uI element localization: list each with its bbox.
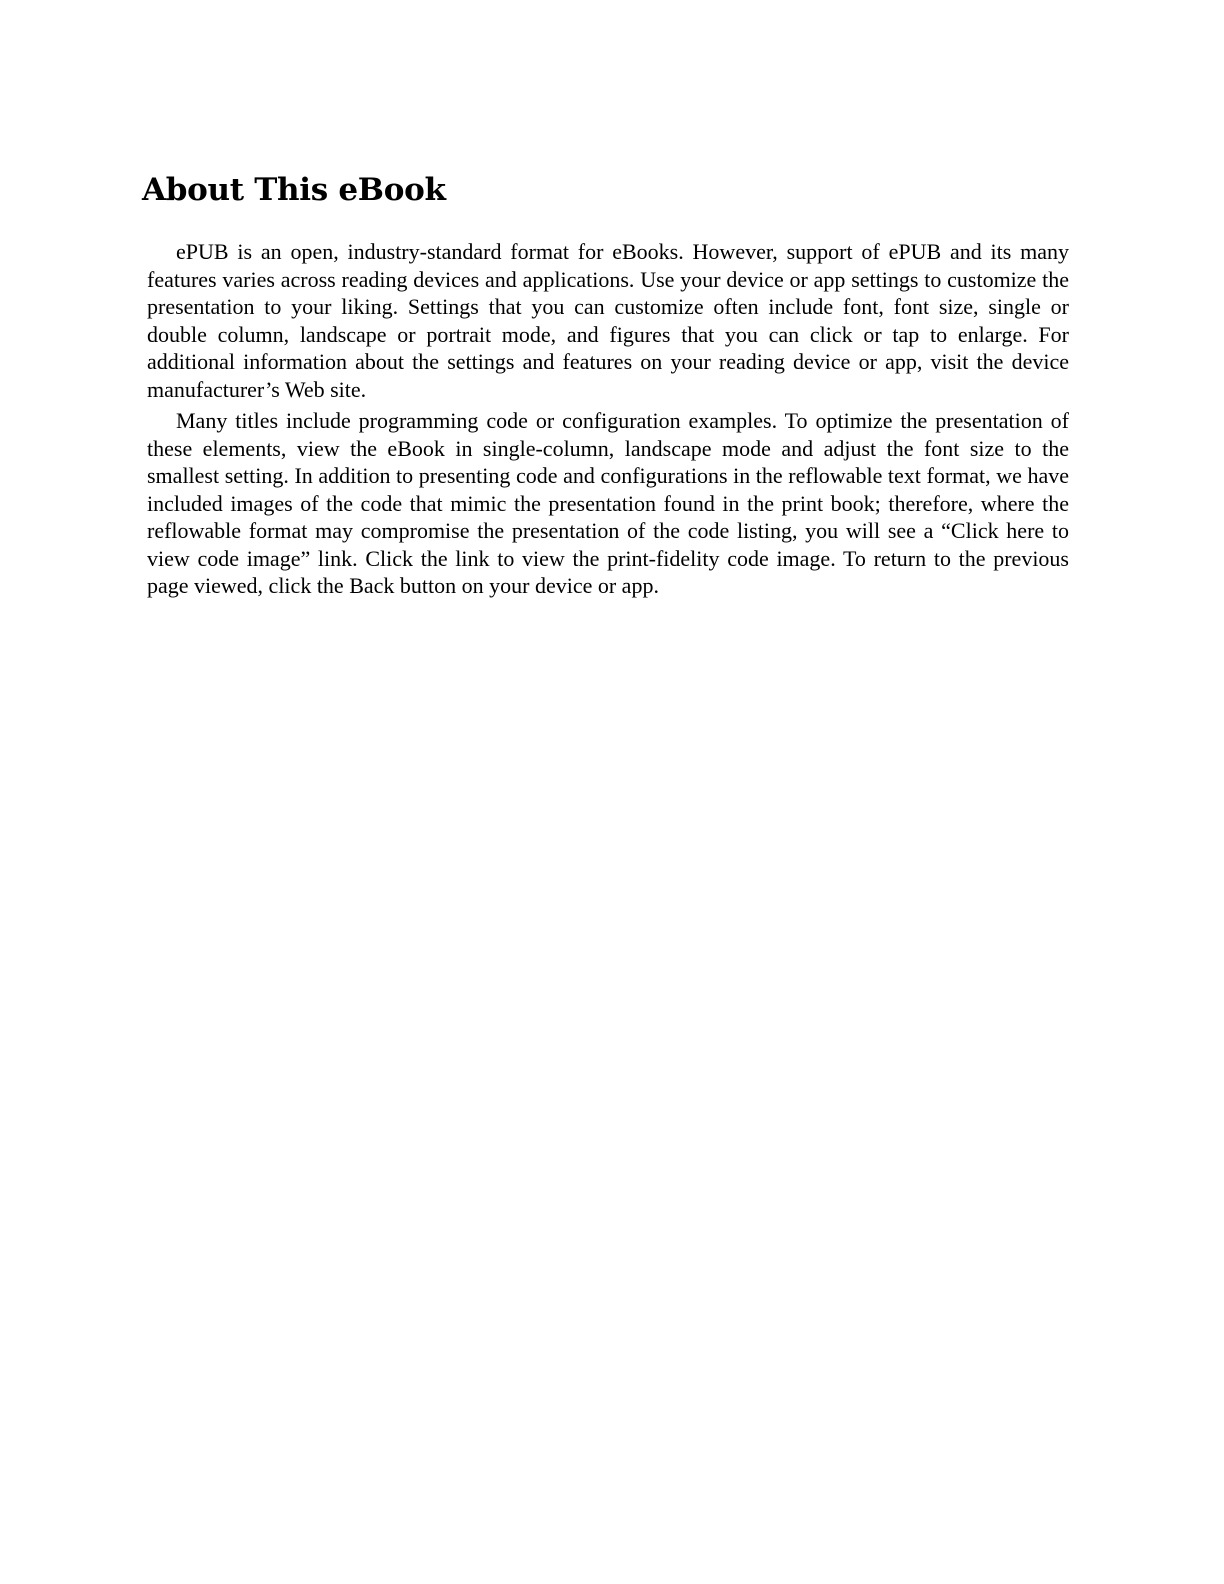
- body-text: [147, 238, 1069, 600]
- paragraph-epub-format: ePUB is an open, industry-standard format for eBooks. However, support of ePUB and its many features varies across reading devices and applications. Use your device or app settings to customize the presentation to your liking. Settings that you can customize often include font, font size, single or double column, landscape or portrait mode, and figures that you can click or tap to enlarge. For additional information about the settings and features on your reading device or app, visit the device manufacturer’s Web site.: [147, 239, 1069, 402]
- page-title: About This eBook: [142, 172, 446, 208]
- page-content: [142, 168, 1069, 604]
- paragraph-code-examples: Many titles include programming code or configuration examples. To optimize the presentation of these elements, view the eBook in single-column, landscape mode and adjust the font size to the smallest setting. In addition to presenting code and configurations in the reflowable text format, we have included images of the code that mimic the presentation found in the print book; therefore, where the reflowable format may compromise the presentation of the code listing, you will see a “Click here to view code image” link. Click the link to view the print-fidelity code image. To return to the previous page viewed, click the Back button on your device or app.: [147, 408, 1069, 598]
